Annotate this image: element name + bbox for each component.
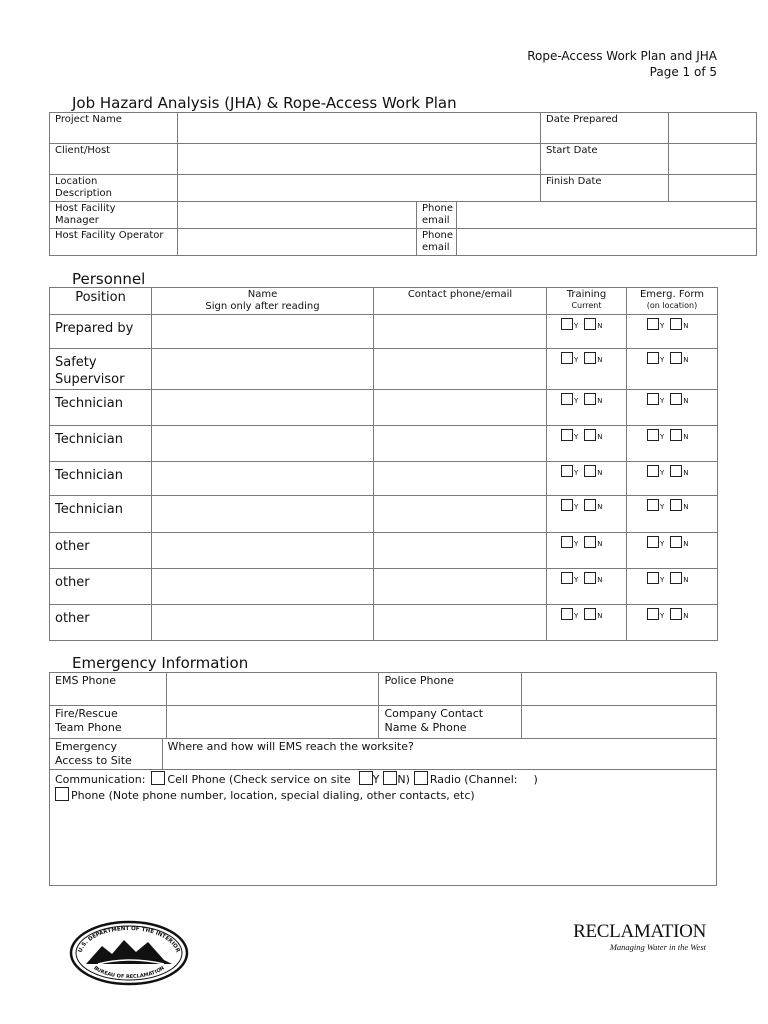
personnel-row <box>50 390 718 426</box>
reclamation-logo <box>573 922 706 952</box>
position-cell: other <box>50 569 152 605</box>
communication-line2 <box>55 787 711 803</box>
emerg-form-no-checkbox[interactable] <box>670 429 682 441</box>
emerg-form-no-label: N <box>683 612 689 620</box>
communication-line1 <box>55 771 711 787</box>
emerg-form-cell <box>627 315 718 349</box>
training-yes-checkbox[interactable] <box>561 608 573 620</box>
position-cell: other <box>50 533 152 569</box>
fire-rescue-label <box>50 706 167 739</box>
emerg-form-yes-checkbox[interactable] <box>647 572 659 584</box>
cell-phone-checkbox[interactable] <box>151 771 165 785</box>
company-label-line1: Company Contact <box>384 707 484 720</box>
finish-date-field[interactable] <box>669 175 757 202</box>
cell-service-no-label: N) <box>397 773 410 786</box>
radio-checkbox[interactable] <box>414 771 428 785</box>
emerg-form-cell <box>627 426 718 462</box>
training-yes-label: Y <box>574 356 579 364</box>
emerg-form-yes-checkbox[interactable] <box>647 499 659 511</box>
training-no-label: N <box>597 469 603 477</box>
training-yes-checkbox[interactable] <box>561 465 573 477</box>
contact-field[interactable] <box>374 533 547 569</box>
training-no-label: N <box>597 540 603 548</box>
start-date-field[interactable] <box>669 144 757 175</box>
emerg-form-yes-label: Y <box>660 397 665 405</box>
emerg-form-cell <box>627 569 718 605</box>
training-no-checkbox[interactable] <box>584 499 596 511</box>
emerg-form-cell <box>627 496 718 533</box>
emerg-form-no-label: N <box>683 540 689 548</box>
company-label-line2: Name & Phone <box>384 721 467 734</box>
page-number: Page 1 of 5 <box>649 65 717 79</box>
ems-phone-label: EMS Phone <box>50 673 167 706</box>
name-signature-field[interactable] <box>152 533 374 569</box>
date-prepared-label: Date Prepared <box>541 113 669 144</box>
police-phone-label: Police Phone <box>379 673 522 706</box>
emerg-form-yes-checkbox[interactable] <box>647 608 659 620</box>
company-contact-label <box>379 706 522 739</box>
name-signature-field[interactable] <box>152 426 374 462</box>
police-phone-field[interactable] <box>522 673 717 706</box>
emerg-form-yes-checkbox[interactable] <box>647 536 659 548</box>
access-label-line2: Access to Site <box>55 754 132 767</box>
cell-service-yes-label: Y <box>372 773 380 786</box>
training-no-checkbox[interactable] <box>584 393 596 405</box>
col-training <box>547 288 627 315</box>
personnel-row <box>50 462 718 496</box>
cell-phone-label: Cell Phone (Check service on site <box>167 773 351 786</box>
emerg-form-no-label: N <box>683 433 689 441</box>
personnel-table <box>49 287 718 641</box>
location-description-field[interactable] <box>178 175 541 202</box>
contact-field[interactable] <box>374 390 547 426</box>
training-no-label: N <box>597 356 603 364</box>
training-yes-label: Y <box>574 433 579 441</box>
emerg-form-yes-label: Y <box>660 322 665 330</box>
training-yes-label: Y <box>574 576 579 584</box>
name-signature-field[interactable] <box>152 605 374 641</box>
personnel-row <box>50 426 718 462</box>
emerg-form-yes-checkbox[interactable] <box>647 318 659 330</box>
emerg-form-no-label: N <box>683 503 689 511</box>
training-no-label: N <box>597 322 603 330</box>
emerg-form-yes-label: Y <box>660 433 665 441</box>
emerg-form-no-label: N <box>683 356 689 364</box>
company-contact-field[interactable] <box>522 706 717 739</box>
col-position: Position <box>50 288 152 315</box>
contact-field[interactable] <box>374 569 547 605</box>
form-title: Job Hazard Analysis (JHA) & Rope-Access Work Plan <box>72 94 457 112</box>
start-date-label: Start Date <box>541 144 669 175</box>
personnel-row <box>50 496 718 533</box>
cell-service-no-checkbox[interactable] <box>383 771 397 785</box>
emerg-form-yes-checkbox[interactable] <box>647 429 659 441</box>
doi-seal-logo <box>68 920 190 986</box>
col-name-label: Name <box>247 289 278 300</box>
training-yes-checkbox[interactable] <box>561 352 573 364</box>
training-yes-label: Y <box>574 469 579 477</box>
position-cell: Technician <box>50 426 152 462</box>
contact-field[interactable] <box>374 349 547 390</box>
training-yes-checkbox[interactable] <box>561 499 573 511</box>
emerg-form-yes-label: Y <box>660 503 665 511</box>
emerg-form-yes-label: Y <box>660 540 665 548</box>
emerg-form-yes-checkbox[interactable] <box>647 465 659 477</box>
emerg-form-no-checkbox[interactable] <box>670 608 682 620</box>
emerg-form-cell <box>627 390 718 426</box>
radio-close: ) <box>533 773 538 786</box>
date-prepared-field[interactable] <box>669 113 757 144</box>
training-current-cell <box>547 533 627 569</box>
emerg-form-yes-label: Y <box>660 469 665 477</box>
training-no-label: N <box>597 612 603 620</box>
location-label-line2: Description <box>55 188 112 199</box>
hfo-phone-email-label <box>417 229 457 256</box>
col-contact: Contact phone/email <box>374 288 547 315</box>
contact-field[interactable] <box>374 315 547 349</box>
col-emerg-label: Emerg. Form <box>639 289 705 300</box>
personnel-row <box>50 349 718 390</box>
phone-label: Phone <box>422 230 453 241</box>
phone-note: Phone (Note phone number, location, special dialing, other contacts, etc) <box>71 789 475 802</box>
col-name <box>152 288 374 315</box>
contact-field[interactable] <box>374 496 547 533</box>
training-no-label: N <box>597 433 603 441</box>
training-yes-label: Y <box>574 540 579 548</box>
communication-cell <box>50 770 717 886</box>
position-cell: other <box>50 605 152 641</box>
location-label-line1: Location <box>55 176 98 187</box>
phone-checkbox[interactable] <box>55 787 69 801</box>
fire-label-line2: Team Phone <box>55 721 122 734</box>
emerg-form-no-label: N <box>683 469 689 477</box>
radio-label: Radio (Channel: <box>429 773 518 786</box>
finish-date-label: Finish Date <box>541 175 669 202</box>
training-no-label: N <box>597 503 603 511</box>
name-signature-field[interactable] <box>152 462 374 496</box>
communication-label: Communication: <box>55 773 146 786</box>
emergency-access-field[interactable] <box>162 739 717 770</box>
training-yes-label: Y <box>574 503 579 511</box>
training-no-checkbox[interactable] <box>584 465 596 477</box>
emerg-form-no-label: N <box>683 322 689 330</box>
training-current-cell <box>547 462 627 496</box>
training-yes-checkbox[interactable] <box>561 572 573 584</box>
host-facility-operator-label: Host Facility Operator <box>50 229 178 256</box>
emerg-form-yes-label: Y <box>660 612 665 620</box>
training-no-checkbox[interactable] <box>584 536 596 548</box>
emerg-form-no-checkbox[interactable] <box>670 465 682 477</box>
brand-tagline: Managing Water in the West <box>609 942 706 952</box>
training-yes-label: Y <box>574 322 579 330</box>
emerg-form-yes-checkbox[interactable] <box>647 393 659 405</box>
host-facility-manager-label <box>50 202 178 229</box>
project-name-field[interactable] <box>178 113 541 144</box>
col-training-sublabel: Current <box>571 301 602 310</box>
emerg-form-no-checkbox[interactable] <box>670 318 682 330</box>
position-cell: Prepared by <box>50 315 152 349</box>
project-info-table <box>49 112 757 256</box>
name-signature-field[interactable] <box>152 390 374 426</box>
training-no-checkbox[interactable] <box>584 318 596 330</box>
training-no-checkbox[interactable] <box>584 352 596 364</box>
name-signature-field[interactable] <box>152 496 374 533</box>
document-header <box>527 48 717 80</box>
host-facility-operator-field[interactable] <box>178 229 417 256</box>
email-label: email <box>422 242 450 253</box>
personnel-row <box>50 533 718 569</box>
training-yes-checkbox[interactable] <box>561 318 573 330</box>
hfo-phone-email-field[interactable] <box>457 229 757 256</box>
fire-label-line1: Fire/Rescue <box>55 707 118 720</box>
emerg-form-no-checkbox[interactable] <box>670 352 682 364</box>
emerg-form-no-checkbox[interactable] <box>670 393 682 405</box>
email-label: email <box>422 215 450 226</box>
training-no-checkbox[interactable] <box>584 572 596 584</box>
training-current-cell <box>547 349 627 390</box>
emerg-form-no-checkbox[interactable] <box>670 572 682 584</box>
contact-field[interactable] <box>374 426 547 462</box>
training-current-cell <box>547 315 627 349</box>
emergency-heading: Emergency Information <box>72 654 249 672</box>
training-no-label: N <box>597 397 603 405</box>
emerg-form-cell <box>627 462 718 496</box>
fire-rescue-field[interactable] <box>166 706 379 739</box>
personnel-heading: Personnel <box>72 270 146 288</box>
emerg-form-no-checkbox[interactable] <box>670 536 682 548</box>
col-name-sublabel: Sign only after reading <box>205 301 320 312</box>
position-cell: Technician <box>50 390 152 426</box>
hfm-phone-email-label <box>417 202 457 229</box>
emerg-form-no-label: N <box>683 397 689 405</box>
training-current-cell <box>547 426 627 462</box>
project-name-label: Project Name <box>50 113 178 144</box>
emerg-form-yes-label: Y <box>660 356 665 364</box>
client-host-field[interactable] <box>178 144 541 175</box>
access-label-line1: Emergency <box>55 740 118 753</box>
host-facility-manager-field[interactable] <box>178 202 417 229</box>
training-yes-checkbox[interactable] <box>561 536 573 548</box>
seal-bottom-text: BUREAU OF RECLAMATION <box>92 965 166 981</box>
location-description-label <box>50 175 178 202</box>
brand-name: RECLAMATION <box>573 921 706 942</box>
cell-service-yes-checkbox[interactable] <box>359 771 373 785</box>
personnel-row <box>50 569 718 605</box>
ems-phone-field[interactable] <box>166 673 379 706</box>
emerg-form-no-label: N <box>683 576 689 584</box>
svg-text:BUREAU OF RECLAMATION <box>92 965 165 980</box>
position-cell: Technician <box>50 496 152 533</box>
emerg-form-yes-label: Y <box>660 576 665 584</box>
document-title: Rope-Access Work Plan and JHA <box>527 49 717 63</box>
training-current-cell <box>547 605 627 641</box>
personnel-row <box>50 315 718 349</box>
name-signature-field[interactable] <box>152 349 374 390</box>
access-question: Where and how will EMS reach the worksite? <box>167 740 414 753</box>
position-cell: Safety Supervisor <box>50 349 152 390</box>
col-training-label: Training <box>566 289 607 300</box>
emergency-table <box>49 672 717 886</box>
seal-icon <box>68 920 190 986</box>
training-yes-label: Y <box>574 397 579 405</box>
training-yes-checkbox[interactable] <box>561 393 573 405</box>
hfm-label-line1: Host Facility <box>55 203 116 214</box>
emerg-form-yes-checkbox[interactable] <box>647 352 659 364</box>
position-cell: Technician <box>50 462 152 496</box>
contact-field[interactable] <box>374 462 547 496</box>
emergency-access-label <box>50 739 163 770</box>
name-signature-field[interactable] <box>152 569 374 605</box>
col-emerg-sublabel: (on location) <box>646 301 698 310</box>
training-current-cell <box>547 496 627 533</box>
emerg-form-cell <box>627 533 718 569</box>
hfm-label-line2: Manager <box>55 215 99 226</box>
training-no-label: N <box>597 576 603 584</box>
seal-top-text: U.S. DEPARTMENT OF THE INTERIOR <box>77 925 181 954</box>
emerg-form-cell <box>627 349 718 390</box>
personnel-row <box>50 605 718 641</box>
contact-field[interactable] <box>374 605 547 641</box>
emerg-form-no-checkbox[interactable] <box>670 499 682 511</box>
col-emerg-form <box>627 288 718 315</box>
training-no-checkbox[interactable] <box>584 608 596 620</box>
training-current-cell <box>547 569 627 605</box>
phone-label: Phone <box>422 203 453 214</box>
emerg-form-cell <box>627 605 718 641</box>
hfm-phone-email-field[interactable] <box>457 202 757 229</box>
training-yes-checkbox[interactable] <box>561 429 573 441</box>
training-current-cell <box>547 390 627 426</box>
training-yes-label: Y <box>574 612 579 620</box>
training-no-checkbox[interactable] <box>584 429 596 441</box>
name-signature-field[interactable] <box>152 315 374 349</box>
client-host-label: Client/Host <box>50 144 178 175</box>
